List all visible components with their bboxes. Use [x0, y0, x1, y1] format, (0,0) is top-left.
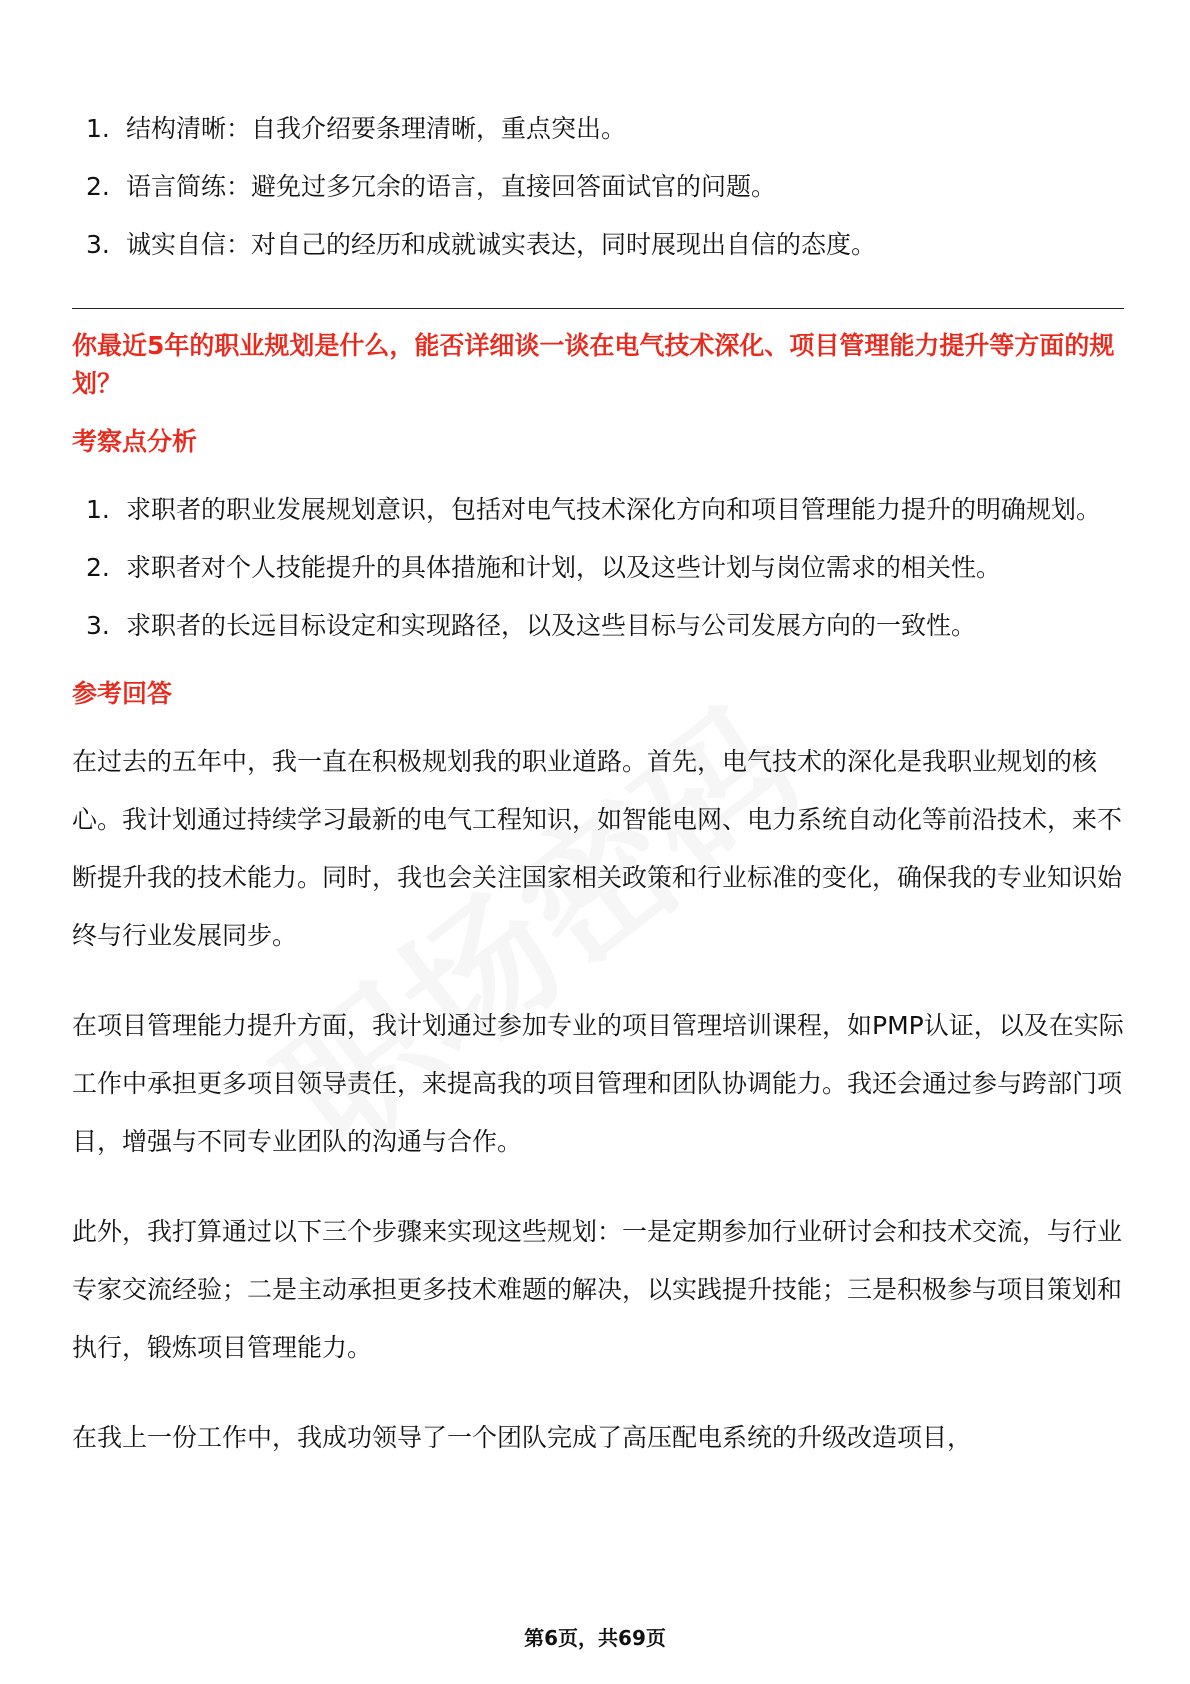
page-number: 第6页，共69页	[524, 1626, 666, 1650]
answer-paragraph: 此外，我打算通过以下三个步骤来实现这些规划：一是定期参加行业研讨会和技术交流，与行业专家交流经验；二是主动承担更多技术难题的解决，以实践提升技能；三是积极参与项目策划和执行，锻炼项目管理能力。	[72, 1217, 1123, 1362]
list-text: 结构清晰：自我介绍要条理清晰，重点突出。	[126, 114, 627, 143]
list-number: 2.	[86, 172, 110, 201]
question-title: 你最近5年的职业规划是什么，能否详细谈一谈在电气技术深化、项目管理能力提升等方面的规划？	[72, 331, 1115, 398]
list-text: 求职者的职业发展规划意识，包括对电气技术深化方向和项目管理能力提升的明确规划。	[126, 495, 1102, 524]
list-text: 求职者对个人技能提升的具体措施和计划，以及这些计划与岗位需求的相关性。	[126, 553, 1002, 582]
list-item	[72, 481, 1124, 539]
list-text: 诚实自信：对自己的经历和成就诚实表达，同时展现出自信的态度。	[126, 230, 877, 259]
analysis-list	[72, 481, 1124, 655]
list-text: 求职者的长远目标设定和实现路径，以及这些目标与公司发展方向的一致性。	[126, 611, 977, 640]
list-item	[72, 597, 1124, 655]
page-content	[72, 100, 1124, 1499]
list-item	[72, 158, 1124, 216]
list-item	[72, 216, 1124, 274]
intro-list	[72, 100, 1124, 274]
analysis-heading: 考察点分析	[72, 427, 198, 456]
list-number: 3.	[86, 611, 110, 640]
list-text: 语言简练：避免过多冗余的语言，直接回答面试官的问题。	[126, 172, 777, 201]
list-number: 2.	[86, 553, 110, 582]
answer-paragraph: 在项目管理能力提升方面，我计划通过参加专业的项目管理培训课程，如PMP认证，以及在实际工作中承担更多项目领导责任，来提高我的项目管理和团队协调能力。我还会通过参与跨部门项目，增强与不同专业团队的沟通与合作。	[72, 1011, 1124, 1156]
list-number: 3.	[86, 230, 110, 259]
list-item	[72, 100, 1124, 158]
list-number: 1.	[86, 114, 110, 143]
answer-paragraph: 在我上一份工作中，我成功领导了一个团队完成了高压配电系统的升级改造项目，	[72, 1423, 973, 1452]
list-number: 1.	[86, 495, 110, 524]
answer-heading: 参考回答	[72, 679, 173, 708]
list-item	[72, 539, 1124, 597]
section-divider	[72, 308, 1124, 309]
answer-paragraph: 在过去的五年中，我一直在积极规划我的职业道路。首先，电气技术的深化是我职业规划的核心。我计划通过持续学习最新的电气工程知识，如智能电网、电力系统自动化等前沿技术，来不断提升我的技术能力。同时，我也会关注国家相关政策和行业标准的变化，确保我的专业知识始终与行业发展同步。	[72, 747, 1123, 950]
